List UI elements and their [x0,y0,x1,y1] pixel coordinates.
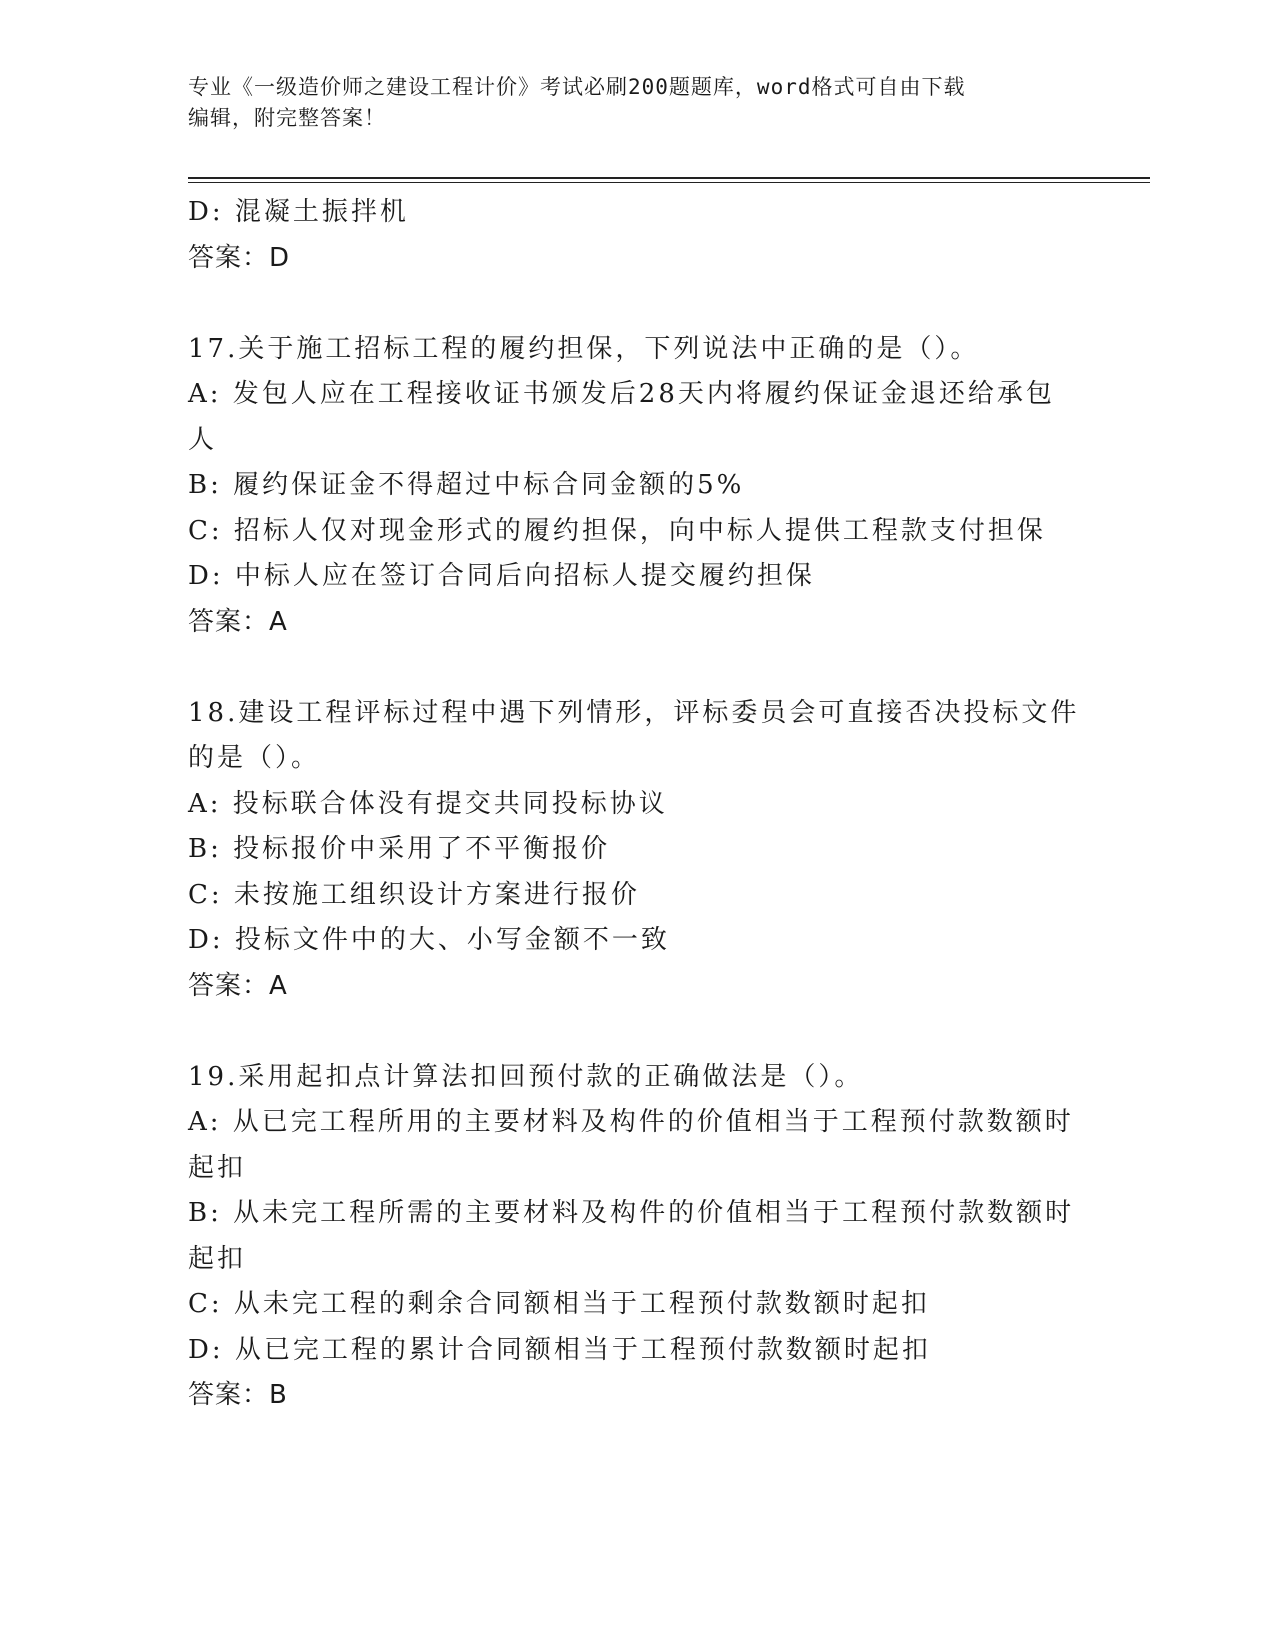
question-content [188,190,1088,1419]
previous-question-tail [188,190,1088,281]
answer: 答案：B [188,1380,288,1410]
option-a-continued: 人 [188,424,218,455]
header-line-2: 编辑，附完整答案！ [188,106,386,130]
option-a: A: 发包人应在工程接收证书颁发后28天内将履约保证金退还给承包 [188,379,1055,409]
question-18 [188,691,1088,1010]
option-b-continued: 起扣 [188,1243,247,1274]
question-stem: 18.建设工程评标过程中遇下列情形，评标委员会可直接否决投标文件 [188,697,1080,728]
option-d: D: 从已完工程的累计合同额相当于工程预付款数额时起扣 [188,1334,931,1365]
option-b: B: 履约保证金不得超过中标合同金额的5% [188,470,745,500]
answer: 答案：D [188,242,291,273]
option-b: B: 投标报价中采用了不平衡报价 [188,834,611,864]
header-rule-thick [188,177,1150,179]
header-line-1: 专业《一级造价师之建设工程计价》考试必刷200题题库，word格式可自由下载 [188,75,966,99]
option-d: D: 中标人应在签订合同后向招标人提交履约担保 [188,561,815,591]
spacer [188,281,1088,327]
page-header [188,72,1068,134]
answer: 答案：A [188,606,288,637]
option-c: C: 招标人仅对现金形式的履约担保，向中标人提供工程款支付担保 [188,515,1046,546]
question-stem: 17.关于施工招标工程的履约担保，下列说法中正确的是（）。 [188,333,980,364]
option-b: B: 从未完工程所需的主要材料及构件的价值相当于工程预付款数额时 [188,1198,1075,1228]
option-c: C: 从未完工程的剩余合同额相当于工程预付款数额时起扣 [188,1289,930,1319]
spacer [188,1009,1088,1055]
header-rule-thin [188,182,1150,183]
option-d: D: 混凝土振拌机 [188,197,409,227]
option-a: A: 从已完工程所用的主要材料及构件的价值相当于工程预付款数额时 [188,1107,1074,1137]
question-19 [188,1055,1088,1419]
question-stem: 19.采用起扣点计算法扣回预付款的正确做法是（）。 [188,1061,864,1092]
option-c: C: 未按施工组织设计方案进行报价 [188,879,640,910]
spacer [188,645,1088,691]
option-a: A: 投标联合体没有提交共同投标协议 [188,788,668,819]
question-stem-continued: 的是（）。 [188,743,321,773]
option-d: D: 投标文件中的大、小写金额不一致 [188,925,670,955]
answer: 答案：A [188,970,288,1001]
question-17 [188,327,1088,646]
option-a-continued: 起扣 [188,1152,247,1183]
